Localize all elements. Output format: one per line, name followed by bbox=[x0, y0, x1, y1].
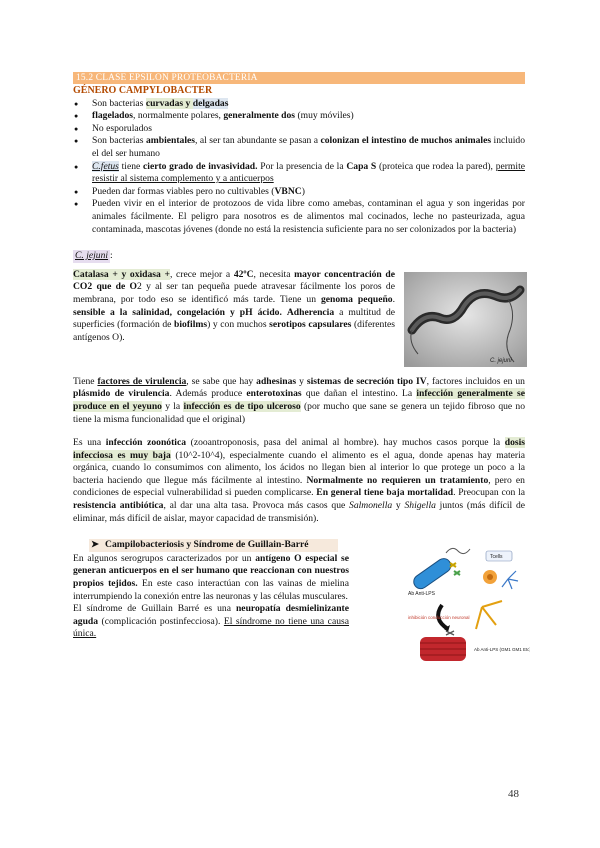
feature-list bbox=[73, 98, 525, 237]
list-item: ● No esporulados bbox=[73, 123, 525, 136]
list-item: ● C.fetus tiene cierto grado de invasividad. Por la presencia de la Capa S (proteica que rodea la pared), permite resistir al sistema complemento y a anticuerpos bbox=[73, 161, 525, 186]
list-item: ● flagelados, normalmente polares, generalmente dos (muy móviles) bbox=[73, 110, 525, 123]
guillain-block bbox=[73, 552, 530, 652]
micrograph-drawing bbox=[404, 272, 527, 367]
diagram-label-inhibition: inhibición conducción neuronal bbox=[408, 614, 470, 620]
list-item: ● Pueden dar formas viables pero no cultivables (VBNC) bbox=[73, 186, 525, 199]
virulence-paragraph: Tiene factores de virulencia, se sabe que hay adhesinas y sistemas de secreción tipo IV, factores incluidos en un plásmido de virulencia. Además produce enterotoxinas que dañan el intestino. La infección generalmente se produce en el yeyuno y la infección es de tipo ulceroso (por mucho que sane se genera un tejido fibroso que no tiene la misma funcionalidad que el original) bbox=[73, 375, 526, 425]
zoonosis-paragraph: Es una infección zoonótica (zooantroponosis, pasa del animal al hombre). hay muchos casos porque la dosis infecciosa es muy baja (10^2-10^4), especialmente cuando el alimento es el agua, donde apenas hay materia orgánica, cuando lo consumimos con alimento, los ácidos no llegan bien al interior lo que protege un poco a la bacteria haciendo que llegue más fácilmente al intestino. Normalmente no requieren un tratamiento, pero en condiciones de especial vulnerabilidad si pueden complicarse. En general tiene baja mortalidad. Preocupan con la resistencia antibiótica, al dar una alta tasa. Provoca más casos que Salmonella y Shigella juntos (más difícil de eliminar, más difícil de aislar, mayor capacidad de transmisión). bbox=[73, 437, 525, 524]
list-item: ● Son bacterias curvadas y delgadas bbox=[73, 98, 525, 111]
list-item: ● Pueden vivir en el interior de protozoos de vida libre como amebas, contaminan el agua y son ingeridas por animales fácilmente. El peligro para nosotros es de alimentos mal cocinados, leche no pasteurizada, agua contaminada, mascotas jóvenes (donde no está la resistencia suficiente para no ser colonizados por la bacteria) bbox=[73, 198, 525, 236]
cjejuni-description: Catalasa + y oxidasa +, crece mejor a 42ºC, necesita mayor concentración de CO2 que de O2 y al ser tan pequeña puede atravesar fácilmente los poros de membrana, por todo eso se identificó más tarde. Tiene un genoma pequeño. sensible a la salinidad, congelación y pH ácido. Adherencia a multitud de superficies (formación de biofilms) y con muchos serotipos capsulares (diferentes antígenos O). bbox=[73, 268, 396, 343]
genus-title: GÉNERO CAMPYLOBACTER bbox=[73, 85, 213, 96]
list-item: ● Son bacterias ambientales, al ser tan abundante se pasan a colonizan el intestino de muchos animales incluido el del ser humano bbox=[73, 135, 525, 160]
diagram-label-ab2: Ab Anti-LPS (GM1 GM1 Etc) bbox=[474, 646, 530, 652]
arrow-icon: ➤ bbox=[91, 539, 100, 551]
subsection-title: Campilobacteriosis y Síndrome de Guillain-Barré bbox=[105, 539, 309, 551]
guillain-text: En algunos serogrupos caracterizados por un antígeno O especial se generan anticuerpos en el ser humano que reaccionan con nuestros propios tejidos. En este caso interactúan con las vainas de mielina interrumpiendo la conexión entre las neuronas y las células musculares. El síndrome de Guillain Barré es una neuropatía desmielinizante aguda (complicación postinfecciosa). El síndrome no tiene una causa única. bbox=[73, 552, 349, 640]
micrograph-label: C. jejuni bbox=[490, 357, 512, 364]
page-number: 48 bbox=[508, 788, 519, 800]
cjejuni-block bbox=[73, 269, 525, 371]
guillain-barre-diagram bbox=[406, 539, 530, 673]
micrograph-image bbox=[404, 272, 527, 367]
diagram-label-tcells: Tcells bbox=[490, 553, 503, 560]
section-title: 15.2 CLASE EPSILON PROTEOBACTERIA bbox=[73, 72, 525, 84]
diagram-label-ab: Ab Anti-LPS bbox=[408, 590, 435, 597]
diagram-drawing bbox=[406, 539, 530, 673]
species-heading: C. jejuni bbox=[75, 250, 109, 262]
page-body: 15.2 CLASE EPSILON PROTEOBACTERIA GÉNERO CAMPYLOBACTER ● Son bacterias curvadas y delgadas ● flagelados, normalmente polares, generalmente dos (muy móviles) ● No esporulados ● Son bacterias ambientales, al ser tan abundante se pasan a colonizan el intestino de muchos animales incluido el del ser humano ● C.fetus tiene cierto grado de invasividad. Por la presencia de la Capa S (proteica que rodea la pared), permite resistir al sistema complemento y a anticuerpos ● Pueden dar formas viables pero no cultivables (VBNC) ● Pueden vivir en el interior de protozoos de vida libre como amebas, contaminan el agua y son ingeridas por animales fácilmente. El peligro para nosotros es de alimentos mal cocinados, leche no pasteurizada, agua contaminada, mascotas jóvenes (donde no está la resistencia suficiente para no ser colonizados por la bacteria) C. jejuni : Catalasa + y oxidasa +, crece mejor a 42ºC, necesita mayor concentración de CO2 que de O2 y al ser tan pequeña puede atravesar fácilmente los poros de membrana, por todo eso se identificó más tarde. Tiene un genoma pequeño. sensible a la salinidad, congelación y pH ácido. Adherencia a multitud de superficies (formación de biofilms) y con muchos serotipos capsulares (diferentes antígenos O). C. jejuni Tiene factores de virulencia, se sabe que hay adhesinas y sistemas de secreción tipo IV, factores incluidos en un plásmido de virulencia. Además produce enterotoxinas que dañan el intestino. La infección generalmente se produce en el yeyuno y la infección es de tipo ulceroso (por mucho que sane se genera un tejido fibroso que no tiene la misma funcionalidad que el original) Es una infección zoonótica (zooantroponosis, pasa del animal al hombre). hay muchos casos porque la dosis infecciosa es muy baja (10^2-10^4), especialmente cuando el alimento es el agua, donde apenas hay materia orgánica, cuando lo consumimos con alimento, los ácidos no llegan bien al interior lo que protege un poco a la bacteria haciendo que llegue más fácilmente al intestino. Normalmente no requieren un tratamiento, pero en condiciones de especial vulnerabilidad si pueden complicarse. En general tiene baja mortalidad. Preocupan con la resistencia antibiótica, al dar una alta tasa. Provoca más casos que Salmonella y Shigella juntos (más difícil de eliminar, más difícil de aislar, mayor capacidad de transmisión). ➤ Campilobacteriosis y Síndrome de Guillain-Barré En algunos serogrupos caracterizados por un antígeno O especial se generan anticuerpos en el ser humano que reaccionan con nuestros propios tejidos. En este caso interactúan con las vainas de mielina interrumpiendo la conexión entre las neuronas y las células musculares. El síndrome de Guillain Barré es una neuropatía desmielinizante aguda (complicación postinfecciosa). El síndrome no tiene una causa única. Ab Anti-LPS Tcells inhibición conducción neuronal Ab Anti-LPS (GM1 GM1 Etc) bbox=[73, 72, 525, 641]
